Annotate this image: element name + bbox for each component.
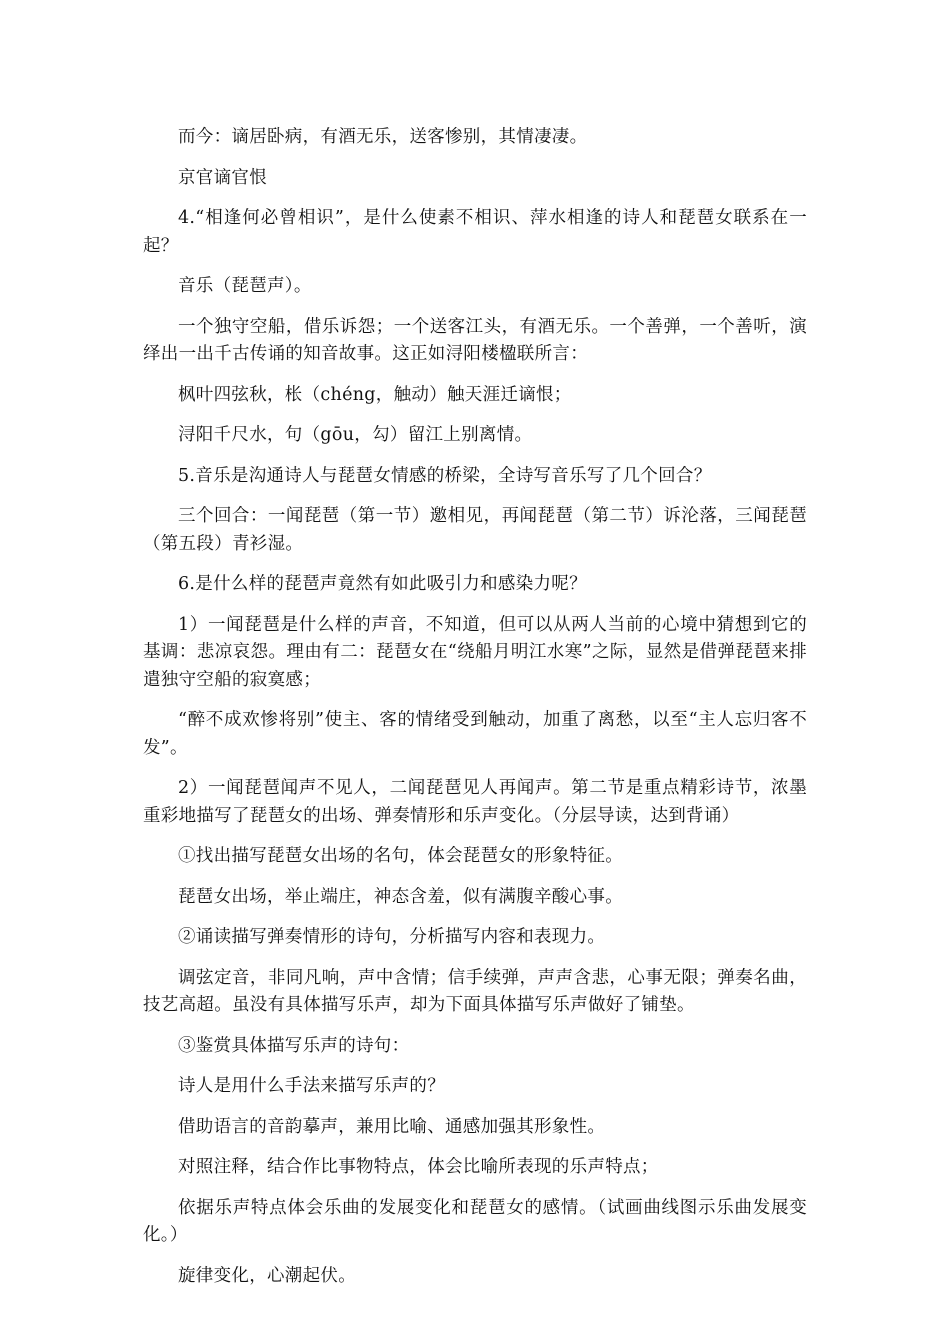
paragraph: 旋律变化，心潮起伏。	[178, 1265, 356, 1286]
paragraph: 依据乐声特点体会乐曲的发展变化和琵琶女的感情。（试画曲线图示乐曲发展变化。）	[143, 1197, 807, 1245]
question-paragraph: 5.音乐是沟通诗人与琵琶女情感的桥梁，全诗写音乐写了几个回合？	[178, 465, 712, 486]
paragraph: 1）一闻琵琶是什么样的声音，不知道，但可以从两人当前的心境中猜想到它的基调：悲凉哀怨。理由有二：琵琶女在“绕船月明江水寒”之际，显然是借弹琵琶来排遣独守空船的寂寞感；	[143, 614, 807, 690]
question-paragraph: 6.是什么样的琵琶声竟然有如此吸引力和感染力呢？	[178, 574, 587, 594]
question-paragraph: 4.“相逢何必曾相识”，是什么使素不相识、萍水相逢的诗人和琵琶女联系在一起？	[143, 208, 807, 256]
paragraph: 而今：谪居卧病，有酒无乐，送客惨别，其情凄凄。	[178, 127, 588, 147]
sub-question-paragraph: ②诵读描写弹奏情形的诗句，分析描写内容和表现力。	[178, 927, 606, 947]
sub-question-paragraph: ③鉴赏具体描写乐声的诗句：	[178, 1035, 410, 1056]
paragraph: “醉不成欢惨将别”使主、客的情绪受到触动，加重了离愁，以至“主人忘归客不发”。	[143, 710, 807, 758]
paragraph: 借助语言的音韵摹声，兼用比喻、通感加强其形象性。	[178, 1116, 606, 1137]
paragraph: 一个独守空船，借乐诉怨；一个送客江头，有酒无乐。一个善弹，一个善听，演绎出一出千古传诵的知音故事。这正如浔阳楼楹联所言：	[143, 316, 807, 364]
paragraph: 琵琶女出场，举止端庄，神态含羞，似有满腹辛酸心事。	[178, 886, 623, 907]
paragraph: 2）一闻琵琶闻声不见人，二闻琵琶见人再闻声。第二节是重点精彩诗节，浓墨重彩地描写了琵琶女的出场、弹奏情形和乐声变化。（分层导读，达到背诵）	[143, 778, 807, 826]
paragraph: 对照注释，结合作比事物特点，体会比喻所表现的乐声特点；	[178, 1157, 659, 1177]
couplet-line: 枫叶四弦秋，枨（chéng，触动）触天涯迁谪恨；	[178, 384, 572, 405]
paragraph: 诗人是用什么手法来描写乐声的？	[178, 1076, 445, 1096]
paragraph: 调弦定音，非同凡响，声中含情；信手续弹，声声含悲，心事无限；弹奏名曲，技艺高超。虽没有具体描写乐声，却为下面具体描写乐声做好了铺垫。	[143, 967, 807, 1015]
paragraph: 京官谪官恨	[178, 167, 267, 188]
couplet-line: 浔阳千尺水，句（gōu，勾）留江上别离情。	[178, 425, 533, 445]
answer-paragraph: 三个回合：一闻琵琶（第一节）邀相见，再闻琵琶（第二节）诉沦落，三闻琵琶（第五段）青衫湿。	[143, 506, 807, 554]
answer-paragraph: 音乐（琵琶声）。	[178, 276, 312, 296]
sub-question-paragraph: ①找出描写琵琶女出场的名句，体会琵琶女的形象特征。	[178, 846, 623, 866]
